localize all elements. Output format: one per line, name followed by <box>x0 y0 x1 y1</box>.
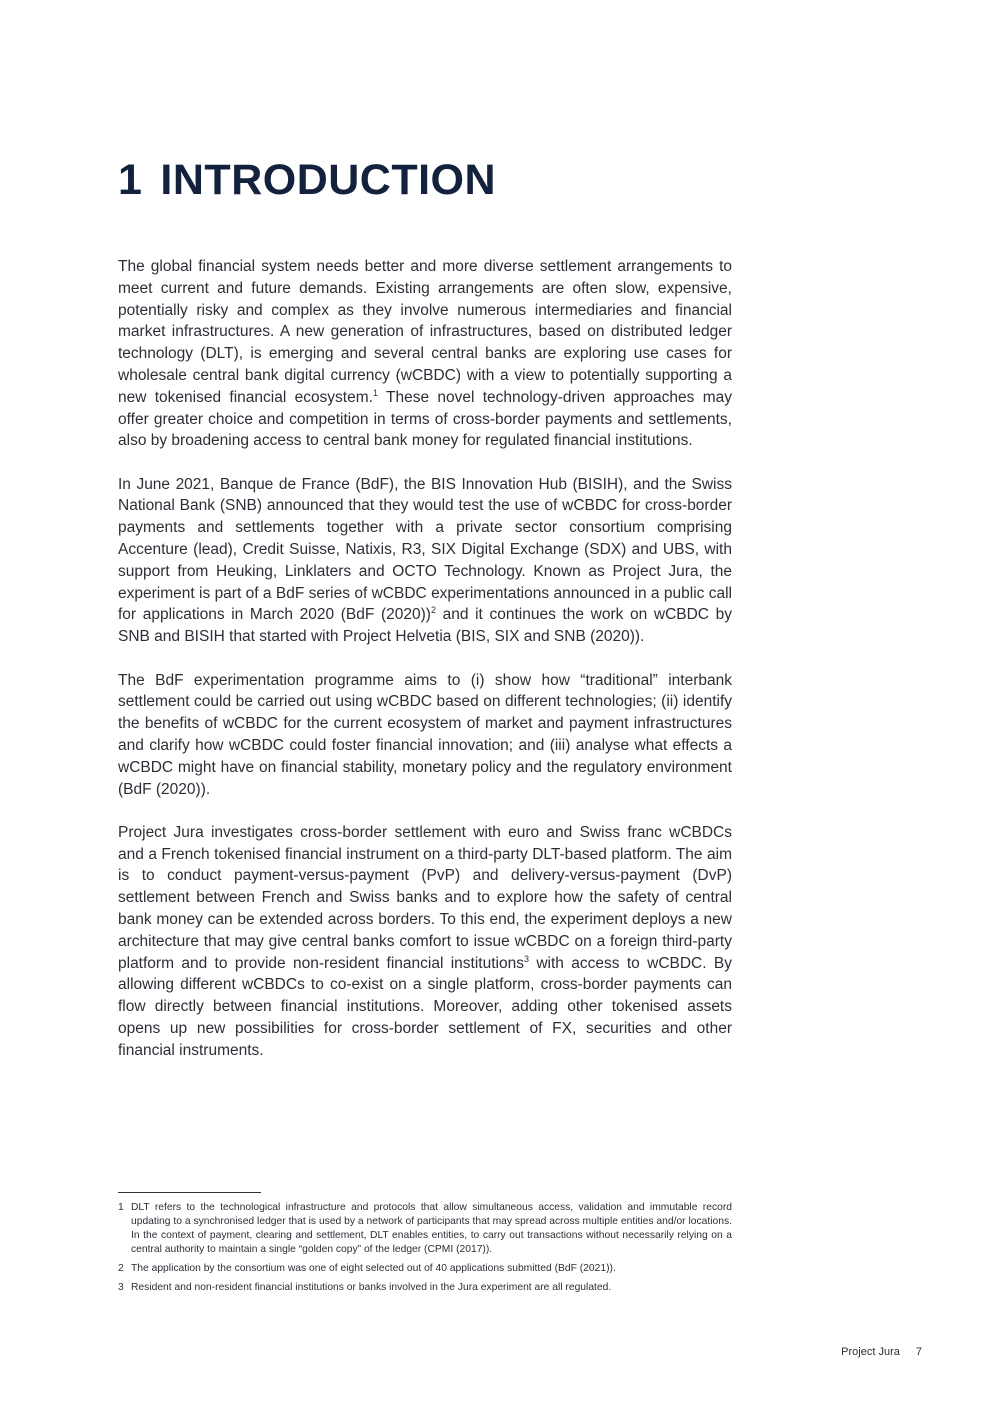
chapter-heading <box>118 156 496 205</box>
footnote-number: 2 <box>118 1263 124 1274</box>
page-footer <box>841 1346 922 1358</box>
publication-name: Project Jura <box>841 1346 900 1358</box>
footnote-text: Resident and non-resident financial institutions or banks involved in the Jura experiment are all regulated. <box>131 1282 612 1293</box>
footnote-ref-3[interactable]: 3 <box>523 953 529 964</box>
paragraph: Project Jura investigates cross-border settlement with euro and Swiss franc wCBDCs and a French tokenised financial instrument on a third-party DLT-based platform. The aim is to conduct payment-versus-payment (PvP) and delivery-versus-payment (DvP) settlement between French and Swiss banks and to explore how the safety of central bank money can be extended across borders. To this end, the experiment deploys a new architecture that may give central banks comfort to issue wCBDC on a foreign third-party platform and to provide non-resident financial institutions$^3$ with access to wCBDC. By allowing different wCBDCs to co-exist on a single platform, cross-border payments can flow directly between financial institutions. Moreover, adding other tokenised assets opens up new possibilities for cross-border settlement of FX, securities and other financial instruments. <box>118 823 732 1059</box>
footnote-ref-2[interactable]: 2 <box>430 605 436 616</box>
chapter-title: INTRODUCTION <box>160 156 497 204</box>
footnote <box>118 1262 732 1276</box>
footnote <box>118 1281 732 1295</box>
paragraph: The global financial system needs better and more diverse settlement arrangements to meet current and future demands. Existing arrangements are often slow, expensive, potentially risky and complex as they involve numerous intermediaries and financial market infrastructures. A new generation of infrastructures, based on distributed ledger technology (DLT), is emerging and several central banks are exploring use cases for wholesale central bank digital currency (wCBDC) with a view to potentially supporting a new tokenised financial ecosystem.$^1$ These novel technology-driven approaches may offer greater choice and competition in terms of cross-border payments and settlements, also by broadening access to central bank money for regulated financial institutions. <box>118 258 732 450</box>
footnote-divider <box>118 1192 261 1193</box>
footnote <box>118 1201 732 1257</box>
chapter-number: 1 <box>118 156 143 204</box>
footnote-number: 3 <box>118 1282 124 1293</box>
page-number: 7 <box>915 1346 922 1358</box>
footnotes <box>118 1201 732 1300</box>
paragraph: In June 2021, Banque de France (BdF), the BIS Innovation Hub (BISIH), and the Swiss National Bank (SNB) announced that they would test the use of wCBDC for cross-border payments and settlements together with a private sector consortium comprising Accenture (lead), Credit Suisse, Natixis, R3, SIX Digital Exchange (SDX) and UBS, with support from Heuking, Linklaters and OCTO Technology. Known as Project Jura, the experiment is part of a BdF series of wCBDC experimentations announced in a public call for applications in March 2020 (BdF (2020))$^2$ and it continues the work on wCBDC by SNB and BISIH that started with Project Helvetia (BIS, SIX and SNB (2020)). <box>118 475 732 646</box>
body-text <box>118 256 732 1083</box>
footnote-ref-1[interactable]: 1 <box>372 387 378 398</box>
footnote-text: The application by the consortium was one of eight selected out of 40 applications submitted (BdF (2021)). <box>131 1263 616 1274</box>
footnote-text: DLT refers to the technological infrastructure and protocols that allow simultaneous access, validation and immutable record updating to a synchronised ledger that is used by a network of participants that may spread across multiple entities and/or locations. In the context of payment, clearing and settlement, DLT enables entities, to carry out transactions without necessarily relying on a central authority to maintain a single “golden copy” of the ledger (CPMI (2017)). <box>131 1202 732 1255</box>
paragraph: The BdF experimentation programme aims to (i) show how “traditional” interbank settlement could be carried out using wCBDC based on different technologies; (ii) identify the benefits of wCBDC for the current ecosystem of market and payment infrastructures and clarify how wCBDC could foster financial innovation; and (iii) analyse what effects a wCBDC might have on financial stability, monetary policy and the regulatory environment (BdF (2020)). <box>118 671 732 798</box>
footnote-number: 1 <box>118 1202 124 1213</box>
